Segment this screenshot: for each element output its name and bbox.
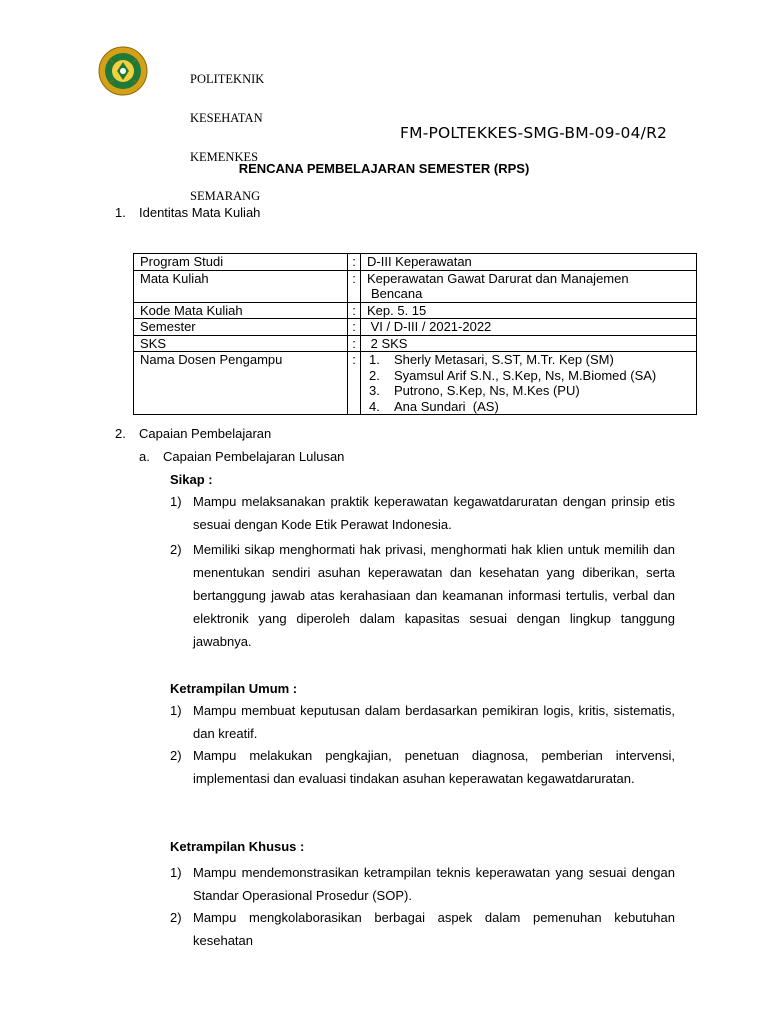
row-label: Program Studi bbox=[134, 254, 348, 271]
row-separator: : bbox=[348, 270, 361, 302]
lecturer-number: 4. bbox=[369, 398, 380, 414]
institution-name bbox=[190, 47, 264, 216]
table-row bbox=[134, 352, 697, 415]
item-number: 2) bbox=[170, 910, 182, 925]
item-text: Mampu mengkolaborasikan berbagai aspek dalam pemenuhan kebutuhan kesehatan bbox=[193, 910, 675, 948]
row-value: 2 SKS bbox=[361, 335, 697, 352]
sikap-heading: Sikap : bbox=[170, 472, 213, 487]
row-label: Kode Mata Kuliah bbox=[134, 302, 348, 319]
section-2-number: 2. bbox=[115, 426, 126, 441]
ketrampilan-khusus-heading: Ketrampilan Khusus : bbox=[170, 839, 305, 854]
item-number: 2) bbox=[170, 542, 182, 557]
table-row bbox=[134, 254, 697, 271]
lecturer-number: 2. bbox=[369, 367, 380, 383]
course-identity-table bbox=[133, 253, 697, 415]
list-item bbox=[170, 861, 675, 907]
lecturer-item bbox=[367, 399, 690, 415]
lecturer-item bbox=[367, 368, 690, 384]
list-item bbox=[170, 490, 675, 536]
row-value: Kep. 5. 15 bbox=[361, 302, 697, 319]
institution-line: POLITEKNIK bbox=[190, 72, 265, 86]
table-row bbox=[134, 302, 697, 319]
subsection-heading: Capaian Pembelajaran Lulusan bbox=[163, 449, 345, 464]
lecturer-list bbox=[361, 352, 697, 415]
row-separator: : bbox=[348, 335, 361, 352]
item-text: Mampu membuat keputusan dalam berdasarkan pemikiran logis, kritis, sistematis, dan kreatif. bbox=[193, 703, 675, 741]
item-text: Memiliki sikap menghormati hak privasi, menghormati hak klien untuk memilih dan menentukan sendiri asuhan keperawatan dan kesehatan yang diberikan, serta bertanggung jawab atas kerahasiaan dan keamanan informasi tertulis, verbal dan elektronik yang diperoleh dalam kapasitas sesuai dengan lingkup tanggung jawabnya. bbox=[193, 542, 675, 649]
institution-line: KESEHATAN bbox=[190, 111, 263, 125]
institution-line: KEMENKES bbox=[190, 150, 259, 164]
lecturer-name: Ana Sundari (AS) bbox=[394, 398, 499, 414]
list-item bbox=[170, 538, 675, 653]
row-separator: : bbox=[348, 302, 361, 319]
item-number: 1) bbox=[170, 865, 182, 880]
document-title: RENCANA PEMBELAJARAN SEMESTER (RPS) bbox=[238, 161, 530, 176]
row-separator: : bbox=[348, 352, 361, 415]
lecturer-name: Putrono, S.Kep, Ns, M.Kes (PU) bbox=[394, 383, 580, 398]
poltekkes-seal-icon bbox=[98, 46, 148, 96]
list-item bbox=[170, 906, 675, 952]
row-value: VI / D-III / 2021-2022 bbox=[361, 319, 697, 336]
item-number: 1) bbox=[170, 494, 182, 509]
item-number: 2) bbox=[170, 748, 182, 763]
table-row bbox=[134, 319, 697, 336]
row-separator: : bbox=[348, 254, 361, 271]
subsection-letter: a. bbox=[139, 449, 150, 464]
ketrampilan-umum-heading: Ketrampilan Umum : bbox=[170, 681, 298, 696]
table-row bbox=[134, 270, 697, 302]
item-text: Mampu melakukan pengkajian, penetuan diagnosa, pemberian intervensi, implementasi dan evaluasi tindakan asuhan keperawatan kegawatdaruratan. bbox=[193, 748, 675, 786]
item-number: 1) bbox=[170, 703, 182, 718]
section-2-heading: Capaian Pembelajaran bbox=[139, 426, 272, 441]
row-value-line: Keperawatan Gawat Darurat dan Manajemen bbox=[367, 270, 629, 286]
item-text: Mampu melaksanakan praktik keperawatan kegawatdaruratan dengan prinsip etis sesuai dengan Kode Etik Perawat Indonesia. bbox=[193, 494, 675, 532]
section-1-number: 1. bbox=[115, 205, 126, 220]
table-row bbox=[134, 335, 697, 352]
row-label: Nama Dosen Pengampu bbox=[134, 352, 348, 415]
list-item bbox=[170, 699, 675, 745]
item-text: Mampu mendemonstrasikan ketrampilan teknis keperawatan yang sesuai dengan Standar Operasional Prosedur (SOP). bbox=[193, 865, 675, 903]
lecturer-number: 3. bbox=[369, 383, 380, 398]
institution-line: SEMARANG bbox=[190, 189, 261, 203]
lecturer-name: Syamsul Arif S.N., S.Kep, Ns, M.Biomed (SA) bbox=[394, 367, 657, 383]
lecturer-number: 1. bbox=[369, 352, 380, 367]
row-label: Mata Kuliah bbox=[134, 270, 348, 302]
lecturer-item bbox=[367, 352, 690, 368]
row-label: Semester bbox=[134, 319, 348, 336]
section-1-heading: Identitas Mata Kuliah bbox=[139, 205, 261, 220]
row-separator: : bbox=[348, 319, 361, 336]
row-value: D-III Keperawatan bbox=[361, 254, 697, 271]
form-code: FM-POLTEKKES-SMG-BM-09-04/R2 bbox=[400, 124, 668, 142]
row-label: SKS bbox=[134, 335, 348, 352]
row-value bbox=[361, 270, 697, 302]
row-value-line: Bencana bbox=[371, 286, 423, 301]
lecturer-name: Sherly Metasari, S.ST, M.Tr. Kep (SM) bbox=[394, 352, 614, 367]
list-item bbox=[170, 744, 675, 790]
lecturer-item bbox=[367, 383, 690, 399]
